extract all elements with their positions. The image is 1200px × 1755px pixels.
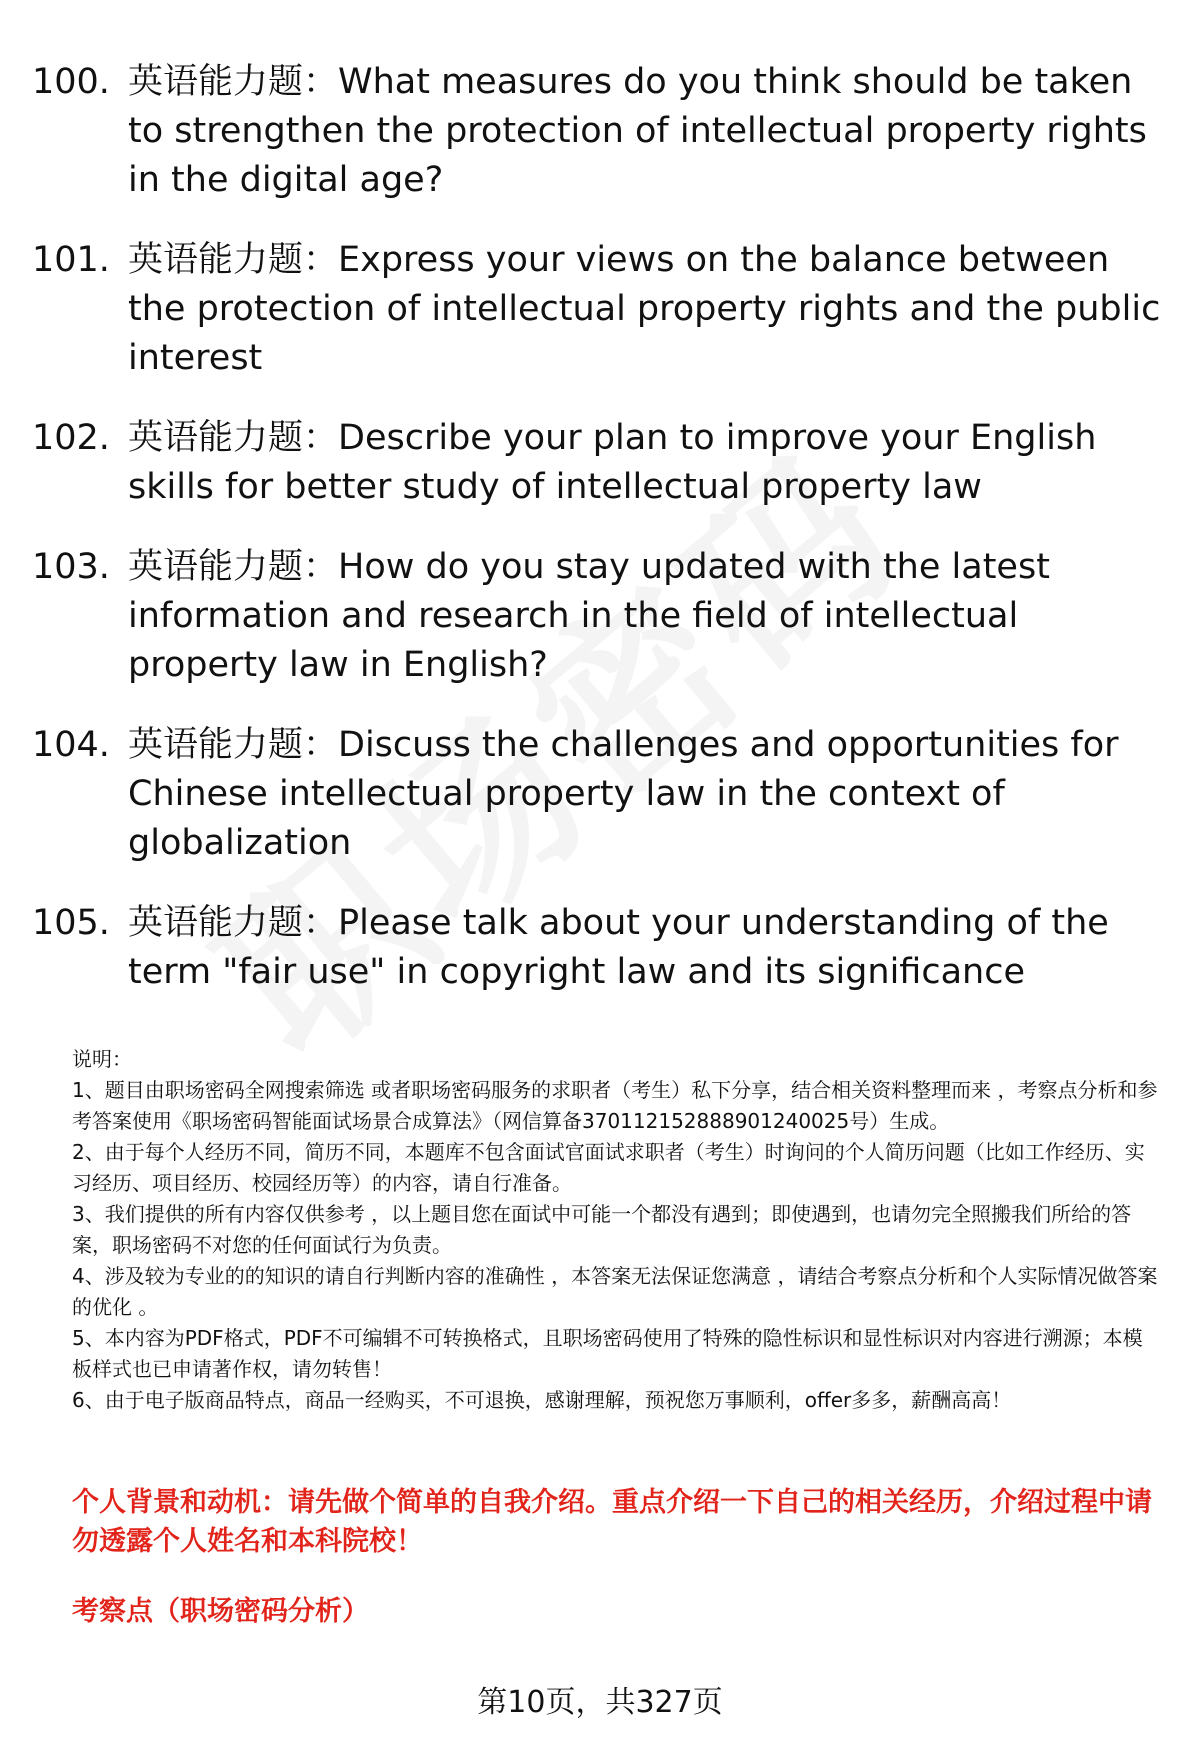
notes-section xyxy=(72,1044,1162,1416)
page-footer: 第10页，共327页 xyxy=(477,1685,723,1720)
question-item xyxy=(32,414,1172,512)
section-heading-analysis: 考察点（职场密码分析） xyxy=(72,1596,369,1627)
question-text: 英语能力题：Express your views on the balance between the protection of intellectual property rights and the public interest xyxy=(128,240,1161,378)
question-text: 英语能力题：How do you stay updated with the latest information and research in the field of intellectual property law in English? xyxy=(128,547,1050,685)
question-number: 105. xyxy=(32,903,110,943)
note-item: 1、题目由职场密码全网搜索筛选 或者职场密码服务的求职者（考生）私下分享，结合相关资料整理而来 ，考察点分析和参考答案使用《职场密码智能面试场景合成算法》（网信算备370112152888901240025号）生成。 xyxy=(72,1078,1158,1133)
question-number: 102. xyxy=(32,418,110,458)
notes-title: 说明： xyxy=(72,1047,132,1071)
question-item xyxy=(32,543,1172,690)
question-number: 104. xyxy=(32,725,110,765)
question-item xyxy=(32,236,1172,383)
question-number: 103. xyxy=(32,547,110,587)
question-text: 英语能力题：Discuss the challenges and opportunities for Chinese intellectual property law in the context of globalization xyxy=(128,725,1119,863)
section-heading-intro: 个人背景和动机：请先做个简单的自我介绍。重点介绍一下自己的相关经历，介绍过程中请勿透露个人姓名和本科院校！ xyxy=(72,1487,1152,1557)
question-item xyxy=(32,899,1172,997)
question-item xyxy=(32,721,1172,868)
question-list xyxy=(32,58,1172,1028)
note-item: 4、涉及较为专业的的知识的请自行判断内容的准确性 ，本答案无法保证您满意 ，请结合考察点分析和个人实际情况做答案的优化 。 xyxy=(72,1264,1158,1319)
note-item: 2、由于每个人经历不同，简历不同，本题库不包含面试官面试求职者（考生）时询问的个人简历问题（比如工作经历、实习经历、项目经历、校园经历等）的内容，请自行准备。 xyxy=(72,1140,1145,1195)
question-text: 英语能力题：What measures do you think should be taken to strengthen the protection of intellectual property rights in the digital age? xyxy=(128,62,1147,200)
note-item: 6、由于电子版商品特点，商品一经购买，不可退换，感谢理解，预祝您万事顺利，offer多多，薪酬高高！ xyxy=(72,1388,1012,1412)
question-number: 101. xyxy=(32,240,110,280)
question-item xyxy=(32,58,1172,205)
note-item: 5、本内容为PDF格式，PDF不可编辑不可转换格式，且职场密码使用了特殊的隐性标识和显性标识对内容进行溯源；本模板样式也已申请著作权，请勿转售！ xyxy=(72,1326,1143,1381)
question-text: 英语能力题：Describe your plan to improve your English skills for better study of intellectual property law xyxy=(128,418,1097,507)
note-item: 3、我们提供的所有内容仅供参考 ，以上题目您在面试中可能一个都没有遇到；即使遇到，也请勿完全照搬我们所给的答案，职场密码不对您的任何面试行为负责。 xyxy=(72,1202,1132,1257)
question-number: 100. xyxy=(32,62,110,102)
question-text: 英语能力题：Please talk about your understanding of the term "fair use" in copyright law and its significance xyxy=(128,903,1109,992)
